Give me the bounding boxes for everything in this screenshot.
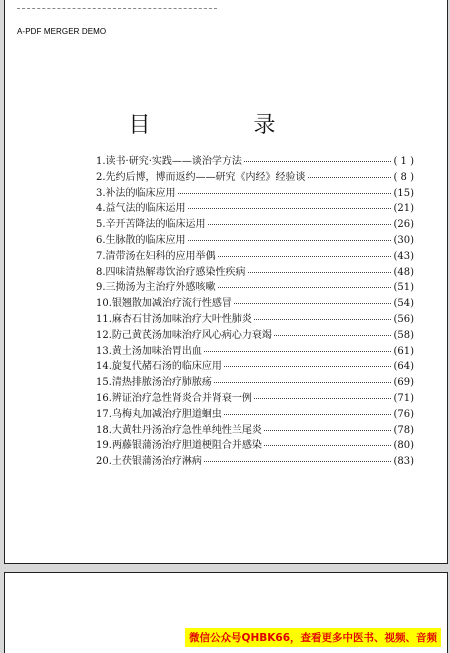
toc-title: 目 录: [128, 113, 324, 138]
promo-banner: 微信公众号QHBK66，查看更多中医书、视频、音频: [185, 628, 441, 647]
toc-entry: [96, 421, 414, 437]
toc-entry: [96, 247, 414, 263]
toc-entry: [96, 278, 414, 294]
toc-dot-leader: [224, 413, 392, 415]
toc-entry: [96, 294, 414, 310]
toc-entry-label: 15.清热排脓汤治疗肺脓疡: [96, 377, 212, 389]
toc-entry: [96, 310, 414, 326]
toc-dot-leader: [218, 255, 392, 257]
toc-entry-label: 1.读书·研究·实践——谈治学方法: [96, 156, 242, 167]
toc-dot-leader: [224, 365, 392, 367]
toc-dot-leader: [208, 223, 392, 225]
toc-entry-page-number: ( 1 ): [393, 156, 414, 167]
toc-entry: [96, 342, 414, 358]
top-dashed-rule: [17, 8, 217, 9]
toc-entry: [96, 452, 414, 468]
toc-entry-page-number: (26): [393, 219, 414, 231]
toc-entry-label: 11.麻杏石甘汤加味治疗大叶性肺炎: [96, 313, 252, 325]
toc-entry-page-number: (61): [393, 345, 414, 357]
toc-entry: [96, 152, 414, 168]
toc-entry-page-number: (64): [393, 361, 414, 373]
toc-entry-label: 10.银翘散加减治疗流行性感冒: [96, 298, 232, 310]
toc-entry: [96, 373, 414, 389]
toc-entry-label: 17.乌梅丸加减治疗胆道蛔虫: [96, 408, 222, 420]
toc-entry-page-number: (30): [393, 234, 414, 246]
toc-entry-page-number: (69): [393, 377, 414, 389]
toc-entry-label: 16.辨证治疗急性肾炎合并肾衰一例: [96, 392, 252, 404]
toc-entry-page-number: (56): [393, 313, 414, 325]
toc-entry-page-number: (78): [393, 424, 414, 436]
toc-entry: [96, 326, 414, 342]
toc-entry-label: 9.三拗汤为主治疗外感咳嗽: [96, 282, 216, 294]
toc-entry-label: 3.补法的临床应用: [96, 187, 176, 199]
toc-entry-label: 6.生脉散的临床应用: [96, 234, 186, 246]
toc-dot-leader: [274, 334, 392, 336]
toc-entry-label: 20.土茯银蒲汤治疗淋病: [96, 456, 202, 468]
toc-dot-leader: [254, 397, 392, 399]
toc-dot-leader: [244, 160, 392, 162]
toc-dot-leader: [204, 460, 392, 462]
toc-entry-label: 12.防己黄芪汤加味治疗风心病心力衰竭: [96, 329, 272, 341]
toc-dot-leader: [308, 176, 392, 178]
toc-entry-page-number: (54): [393, 298, 414, 310]
toc-entry-page-number: (43): [393, 250, 414, 262]
toc-entry-page-number: (15): [393, 187, 414, 199]
next-page-preview: [4, 572, 448, 653]
toc-dot-leader: [214, 381, 392, 383]
toc-entry-label: 7.清带汤在妇科的应用举偶: [96, 250, 216, 262]
toc-dot-leader: [188, 207, 392, 209]
toc-entry-label: 14.旋复代赭石汤的临床应用: [96, 361, 222, 373]
toc-dot-leader: [264, 444, 392, 446]
toc-entry-label: 8.四味清热解毒饮治疗感染性疾病: [96, 266, 246, 278]
toc-entry-page-number: (83): [393, 456, 414, 468]
toc-entry: [96, 389, 414, 405]
toc-dot-leader: [234, 302, 392, 304]
toc-dot-leader: [248, 271, 392, 273]
toc-entry-page-number: ( 8 ): [393, 171, 414, 183]
toc-dot-leader: [178, 192, 392, 194]
toc-entry-page-number: (21): [393, 203, 414, 215]
toc-entry-page-number: (80): [393, 440, 414, 452]
toc-dot-leader: [254, 318, 392, 320]
toc-entry-label: 18.大黄牡丹汤治疗急性单纯性兰尾炎: [96, 424, 262, 436]
toc-entry: [96, 436, 414, 452]
toc-entry-label: 13.黄土汤加味治胃出血: [96, 345, 202, 357]
toc-dot-leader: [204, 350, 392, 352]
toc-entry-page-number: (58): [393, 329, 414, 341]
toc-entry-page-number: (48): [393, 266, 414, 278]
toc-dot-leader: [188, 239, 392, 241]
watermark-text: A-PDF MERGER DEMO: [17, 27, 107, 36]
toc-entry-page-number: (71): [393, 392, 414, 404]
toc-entry: [96, 184, 414, 200]
toc-entry: [96, 199, 414, 215]
toc-list: [96, 152, 414, 468]
toc-entry: [96, 231, 414, 247]
toc-dot-leader: [264, 429, 392, 431]
toc-entry-page-number: (76): [393, 408, 414, 420]
document-page: [4, 0, 448, 564]
toc-dot-leader: [218, 286, 392, 288]
toc-entry: [96, 168, 414, 184]
toc-entry-page-number: (51): [393, 282, 414, 294]
toc-entry: [96, 357, 414, 373]
toc-entry-label: 2.先约后博，博而返约——研究《内经》经验谈: [96, 171, 306, 183]
toc-entry-label: 5.辛开苦降法的临床运用: [96, 219, 206, 231]
toc-entry: [96, 215, 414, 231]
toc-entry: [96, 405, 414, 421]
toc-entry-label: 4.益气法的临床运用: [96, 203, 186, 215]
toc-entry: [96, 263, 414, 279]
toc-entry-label: 19.两藤银蒲汤治疗胆道梗阻合并感染: [96, 440, 262, 452]
